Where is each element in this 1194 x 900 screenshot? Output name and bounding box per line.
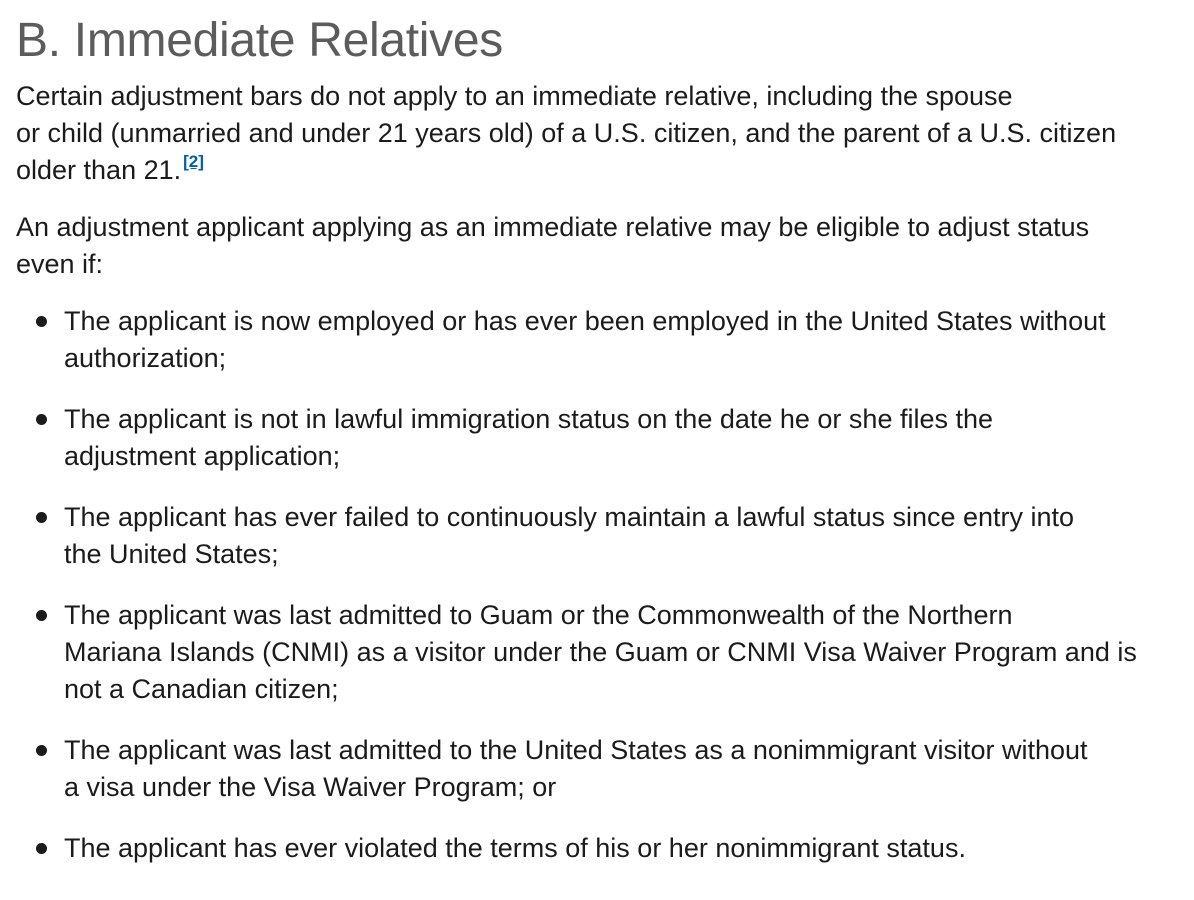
list-item (16, 597, 1178, 708)
list-item-line: Mariana Islands (CNMI) as a visitor under the Guam or CNMI Visa Waiver Program and is (64, 637, 1137, 667)
eligibility-line: even if: (16, 249, 104, 279)
list-item-line: The applicant is not in lawful immigration status on the date he or she files the (64, 404, 994, 434)
intro-line-text: older than 21. (16, 155, 182, 185)
eligibility-list (16, 303, 1178, 867)
list-item-line: authorization; (64, 343, 227, 373)
list-item (16, 401, 1178, 475)
intro-line: or child (unmarried and under 21 years old) of a U.S. citizen, and the parent of a U.S. citizen (16, 118, 1117, 148)
bullet-icon (36, 512, 47, 523)
bullet-icon (36, 414, 47, 425)
list-item (16, 830, 1178, 867)
list-item-line: adjustment application; (64, 441, 341, 471)
list-item (16, 499, 1178, 573)
bullet-icon (36, 843, 47, 854)
intro-line: Certain adjustment bars do not apply to an immediate relative, including the spouse (16, 81, 1013, 111)
list-item-line: the United States; (64, 539, 279, 569)
list-item-line: The applicant is now employed or has ever been employed in the United States without (64, 306, 1106, 336)
list-item (16, 303, 1178, 377)
bullet-icon (36, 745, 47, 756)
list-item (16, 732, 1178, 806)
intro-paragraph (16, 78, 1178, 189)
list-item-line: not a Canadian citizen; (64, 674, 339, 704)
bullet-icon (36, 610, 47, 621)
footnote-link[interactable]: [2] (183, 152, 204, 171)
section-heading: B. Immediate Relatives (16, 14, 503, 67)
bullet-icon (36, 316, 47, 327)
list-item-line: The applicant has ever failed to continuously maintain a lawful status since entry into (64, 502, 1075, 532)
intro-line-last (16, 152, 1178, 189)
list-item-line: a visa under the Visa Waiver Program; or (64, 772, 557, 802)
eligibility-line: An adjustment applicant applying as an immediate relative may be eligible to adjust status (16, 212, 1090, 242)
eligibility-paragraph (16, 209, 1178, 283)
list-item-line: The applicant was last admitted to the United States as a nonimmigrant visitor without (64, 735, 1088, 765)
list-item-line: The applicant was last admitted to Guam or the Commonwealth of the Northern (64, 600, 1013, 630)
footnote-reference (183, 152, 204, 171)
list-item-line: The applicant has ever violated the terms of his or her nonimmigrant status. (64, 833, 966, 863)
